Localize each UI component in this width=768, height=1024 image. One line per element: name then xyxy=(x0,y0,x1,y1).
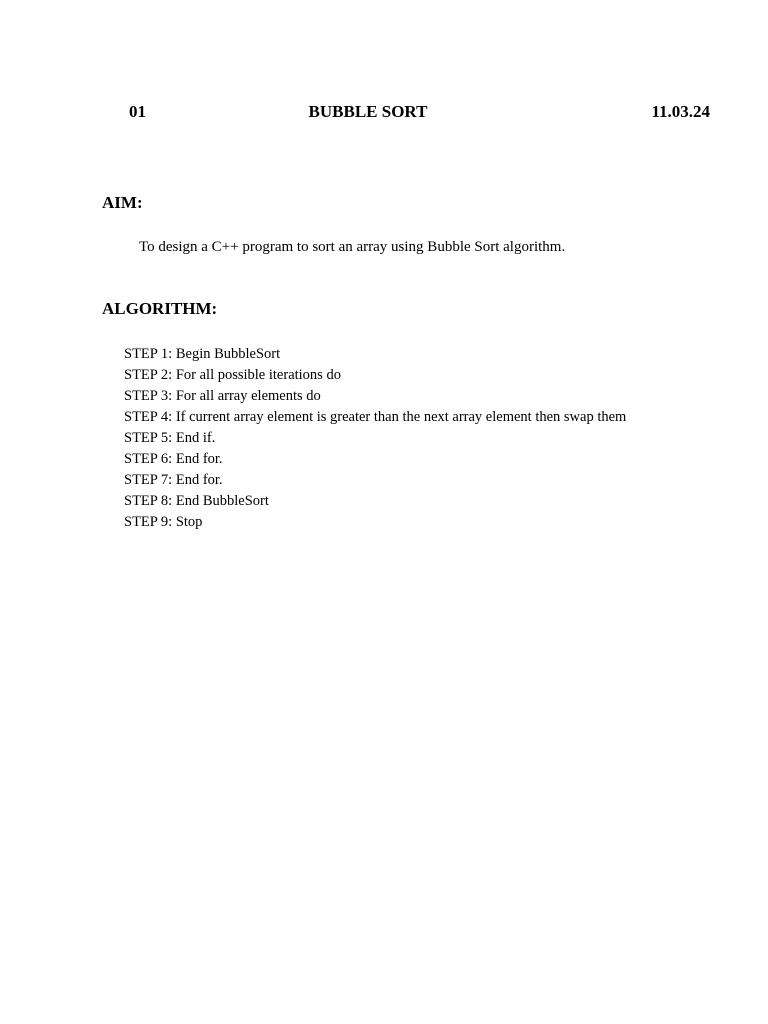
experiment-date: 11.03.24 xyxy=(651,102,710,121)
algorithm-step: STEP 4: If current array element is greater than the next array element then swap them xyxy=(124,409,627,425)
aim-heading: AIM: xyxy=(102,193,143,212)
algorithm-step: STEP 2: For all possible iterations do xyxy=(124,367,341,383)
algorithm-heading: ALGORITHM: xyxy=(102,299,218,318)
algorithm-step: STEP 8: End BubbleSort xyxy=(124,493,269,509)
aim-text: To design a C++ program to sort an array using Bubble Sort algorithm. xyxy=(139,239,566,255)
algorithm-step: STEP 3: For all array elements do xyxy=(124,388,321,404)
algorithm-step: STEP 6: End for. xyxy=(124,451,223,467)
algorithm-step: STEP 5: End if. xyxy=(124,430,216,446)
algorithm-step: STEP 1: Begin BubbleSort xyxy=(124,346,281,362)
algorithm-step: STEP 7: End for. xyxy=(124,472,223,488)
experiment-number: 01 xyxy=(129,102,146,121)
algorithm-steps xyxy=(124,344,626,533)
document-title: BUBBLE SORT xyxy=(308,102,428,121)
algorithm-step: STEP 9: Stop xyxy=(124,514,203,530)
